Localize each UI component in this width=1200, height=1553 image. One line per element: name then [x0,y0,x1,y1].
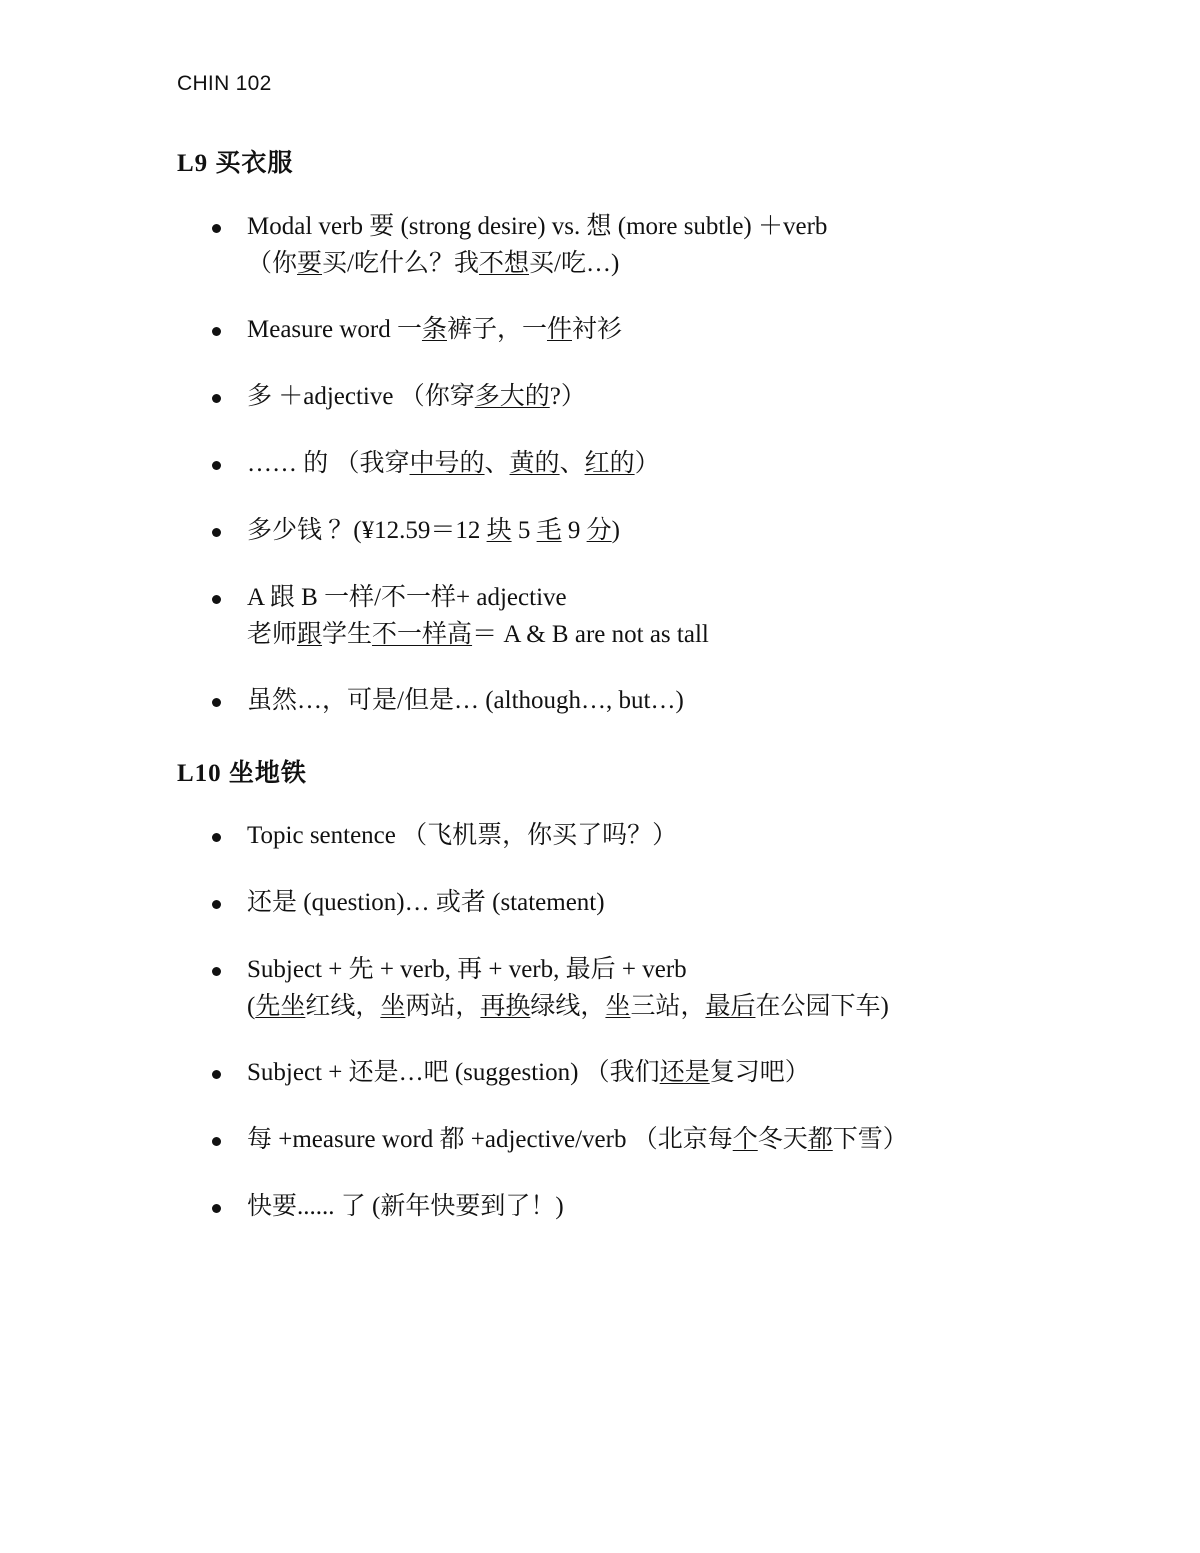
item-text: Topic sentence （飞机票，你买了吗？） [247,822,678,849]
text-segment: …… 的 （我穿 [247,450,410,477]
text-segment: 裤子，一 [446,316,547,343]
underlined-segment: 先坐 [255,993,306,1020]
text-segment: 复习吧） [709,1059,810,1086]
underlined-segment: 个 [732,1126,758,1153]
underlined-segment: 多大的 [474,383,550,410]
item-text [247,379,586,415]
underlined-segment: 跟 [297,621,323,648]
bullet-icon [212,1204,221,1213]
item-text [247,1055,810,1091]
text-segment: 下雪） [832,1126,908,1153]
underlined-segment: 坐 [605,993,631,1020]
item-text: Modal verb 要 (strong desire) vs. 想 (more subtle) ＋verb [247,213,828,240]
text-segment: 买/吃什么？我 [322,250,479,277]
text-segment: 衬衫 [572,316,623,343]
underlined-segment: 还是 [659,1059,710,1086]
text-segment: 多 ＋adjective （你穿 [247,383,475,410]
underlined-segment: 分 [586,517,612,544]
item-example [247,617,709,653]
section-title-l10: L10 坐地铁 [177,760,307,787]
bullet-icon [212,461,221,470]
text-segment: 、 [484,450,510,477]
text-segment: 学生 [322,621,373,648]
text-segment: Measure word 一 [247,316,422,343]
bullet-icon [212,967,221,976]
item-example [247,989,889,1025]
text-segment: 买/吃…) [529,250,620,277]
bullet-icon [212,1070,221,1079]
underlined-segment: 件 [546,316,572,343]
underlined-segment: 最后 [705,993,756,1020]
item-text [247,513,620,549]
underlined-segment: 再换 [480,993,531,1020]
text-segment: 每 +measure word 都 +adjective/verb （北京每 [247,1126,733,1153]
item-text: 快要...... 了 (新年快要到了！) [247,1193,564,1220]
bullet-icon [212,595,221,604]
underlined-segment: 不想 [478,250,529,277]
text-segment: 在公园下车) [755,993,889,1020]
text-segment: 两站， [405,993,481,1020]
text-segment: 三站， [630,993,706,1020]
item-example [247,246,619,282]
underlined-segment: 坐 [380,993,406,1020]
text-segment: ( [247,993,256,1020]
item-text: A 跟 B 一样/不一样+ adjective [247,584,567,611]
item-text [247,1122,908,1158]
underlined-segment: 块 [486,517,512,544]
item-text: 还是 (question)… 或者 (statement) [247,889,605,916]
section-title-l9: L9 买衣服 [177,150,294,177]
underlined-segment: 毛 [536,517,562,544]
bullet-icon [212,900,221,909]
item-text [247,446,660,482]
underlined-segment: 红的 [584,450,635,477]
text-segment: 、 [559,450,585,477]
underlined-segment: 条 [421,316,447,343]
item-text: Subject + 先 + verb, 再 + verb, 最后 + verb [247,956,687,983]
underlined-segment: 不一样高 [372,621,473,648]
underlined-segment: 中号的 [409,450,485,477]
text-segment: ) [611,517,620,544]
bullet-icon [212,224,221,233]
item-text [247,312,622,348]
text-segment: 绿线， [530,993,606,1020]
text-segment: ＝ A & B are not as tall [472,621,709,648]
bullet-icon [212,528,221,537]
underlined-segment: 都 [807,1126,833,1153]
text-segment: 红线， [305,993,381,1020]
bullet-icon [212,833,221,842]
course-header: CHIN 102 [177,72,272,95]
item-text: 虽然…，可是/但是… (although…, but…) [247,687,684,714]
text-segment: （你 [247,250,298,277]
text-segment: ） [634,450,660,477]
text-segment: 多少钱 ？(¥12.59＝12 [247,517,487,544]
text-segment: 冬天 [757,1126,808,1153]
bullet-icon [212,1137,221,1146]
bullet-icon [212,394,221,403]
text-segment: ?） [549,383,586,410]
underlined-segment: 黄的 [509,450,560,477]
bullet-icon [212,698,221,707]
text-segment: 老师 [247,621,298,648]
bullet-icon [212,327,221,336]
text-segment: 9 [561,517,587,544]
text-segment: Subject + 还是…吧 (suggestion) （我们 [247,1059,660,1086]
text-segment: 5 [511,517,537,544]
underlined-segment: 要 [297,250,323,277]
